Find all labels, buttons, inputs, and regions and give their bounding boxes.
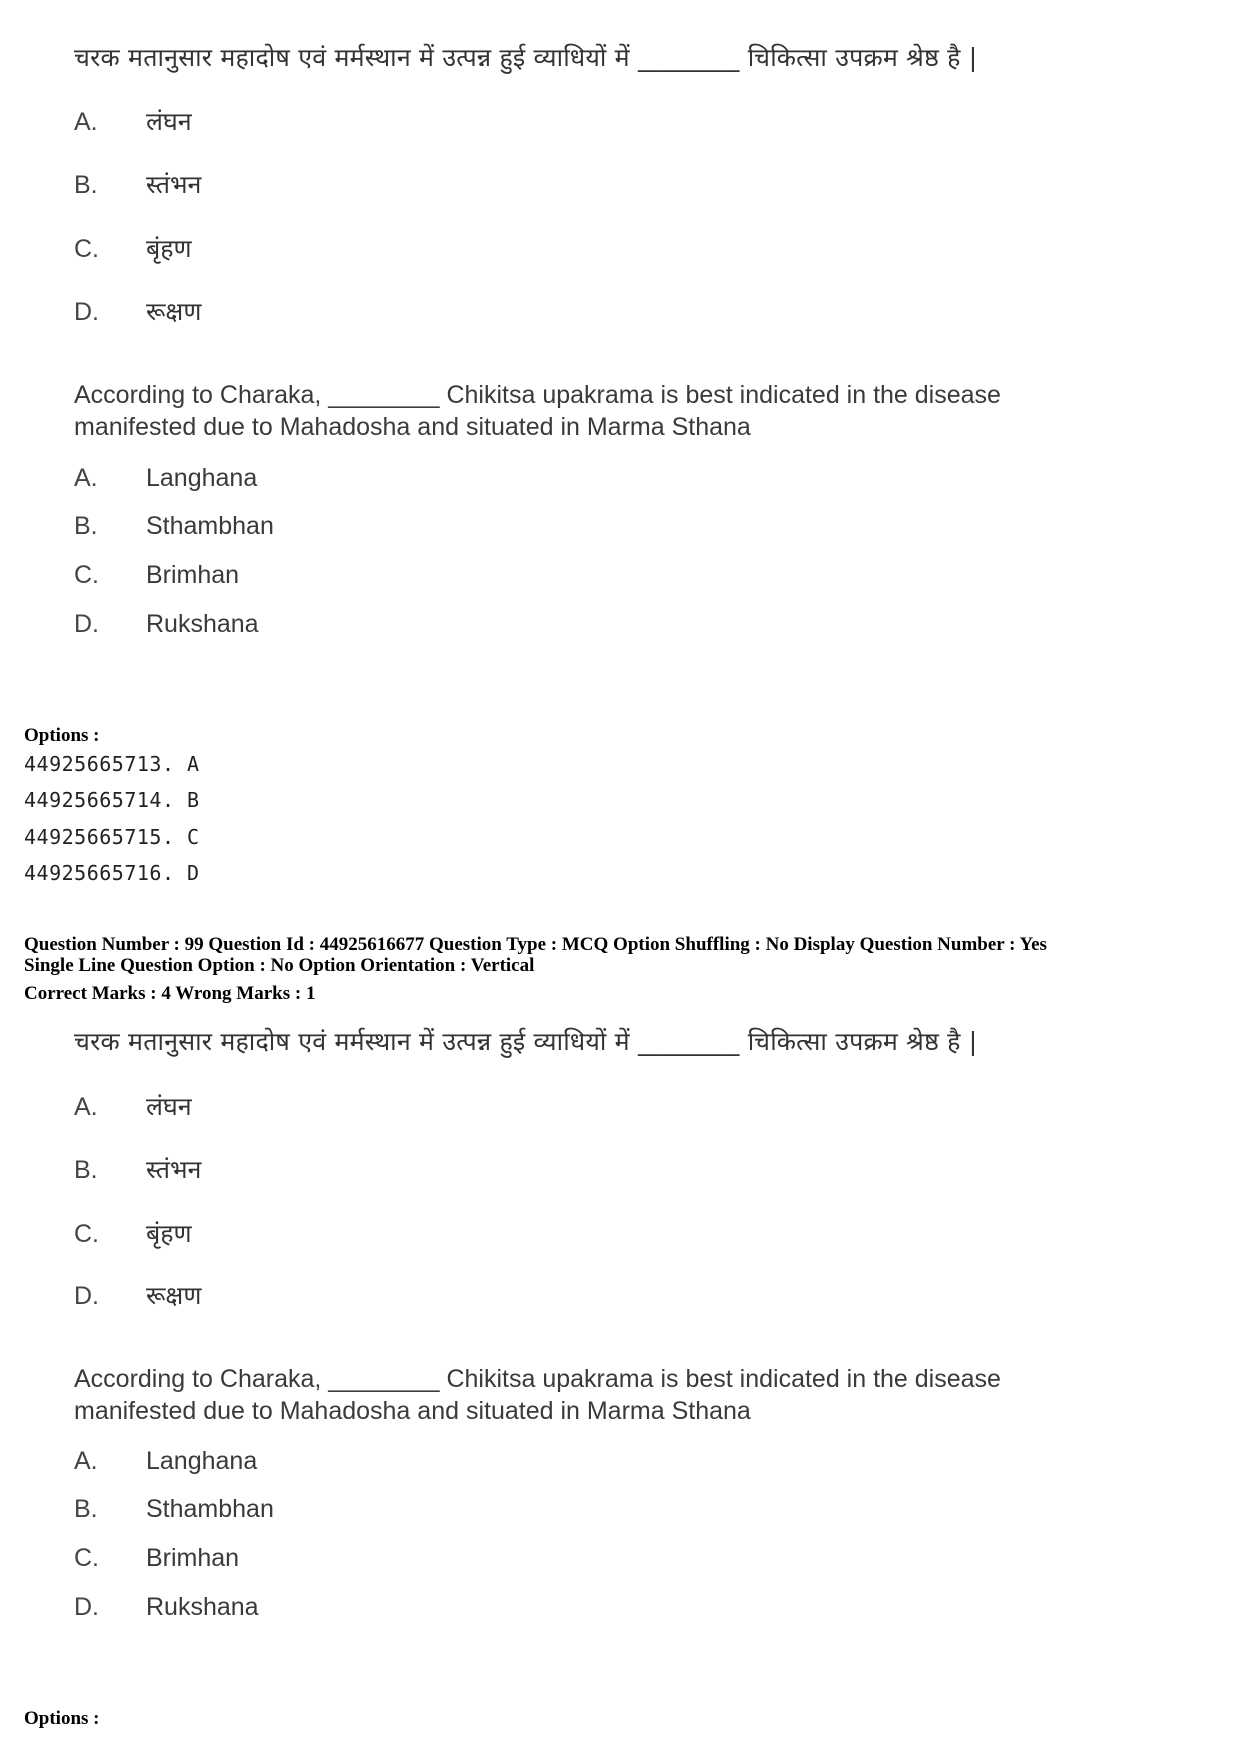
hindi-option-a: लंघन	[146, 1092, 192, 1121]
option-letter-a: A.	[74, 1093, 98, 1121]
hindi-option-d: रूक्षण	[146, 1281, 202, 1310]
option-letter-a: A.	[74, 464, 98, 492]
hindi-option-b: स्तंभन	[146, 170, 202, 199]
english-option-c: Brimhan	[146, 561, 240, 589]
english-option-c: Brimhan	[146, 1544, 240, 1572]
option-id-d: 44925665716. D	[24, 861, 200, 885]
hindi-question: चरक मतानुसार महादोष एवं मर्मस्थान में उत्पन्न हुई व्याधियों में ________ चिकित्सा उपक्रम श्रेष्ठ है |	[74, 43, 978, 72]
option-letter-b: B.	[74, 1495, 98, 1523]
question-meta-line-1: Question Number : 99 Question Id : 44925616677 Question Type : MCQ Option Shuffling : No Display Question Number : Yes	[24, 934, 1047, 955]
english-option-a: Langhana	[146, 464, 258, 492]
option-id-c: 44925665715. C	[24, 825, 200, 849]
english-option-b: Sthambhan	[146, 1495, 274, 1523]
question-meta-line-2: Single Line Question Option : No Option Orientation : Vertical	[24, 955, 535, 976]
options-label: Options :	[24, 1708, 100, 1729]
hindi-option-a: लंघन	[146, 107, 192, 136]
hindi-option-c: बृंहण	[146, 234, 192, 263]
question-marks: Correct Marks : 4 Wrong Marks : 1	[24, 983, 316, 1004]
option-letter-b: B.	[74, 512, 98, 540]
english-question-line-2: manifested due to Mahadosha and situated in Marma Sthana	[74, 1397, 751, 1425]
option-letter-b: B.	[74, 171, 98, 199]
english-question-line-1: According to Charaka, ________ Chikitsa upakrama is best indicated in the disease	[74, 1365, 1001, 1393]
hindi-question: चरक मतानुसार महादोष एवं मर्मस्थान में उत्पन्न हुई व्याधियों में ________ चिकित्सा उपक्रम श्रेष्ठ है |	[74, 1027, 978, 1056]
english-option-a: Langhana	[146, 1447, 258, 1475]
options-label: Options :	[24, 725, 100, 746]
option-letter-c: C.	[74, 1220, 99, 1248]
english-option-d: Rukshana	[146, 610, 259, 638]
english-question	[74, 379, 1074, 443]
option-letter-d: D.	[74, 1282, 99, 1310]
option-letter-c: C.	[74, 561, 99, 589]
option-letter-c: C.	[74, 235, 99, 263]
english-option-d: Rukshana	[146, 1593, 259, 1621]
english-question-line-1: According to Charaka, ________ Chikitsa upakrama is best indicated in the disease	[74, 381, 1001, 409]
option-letter-d: D.	[74, 1593, 99, 1621]
option-letter-c: C.	[74, 1544, 99, 1572]
option-id-a: 44925665713. A	[24, 752, 200, 776]
hindi-option-d: रूक्षण	[146, 297, 202, 326]
english-question	[74, 1363, 1074, 1427]
option-id-b: 44925665714. B	[24, 788, 200, 812]
option-letter-d: D.	[74, 610, 99, 638]
english-question-line-2: manifested due to Mahadosha and situated in Marma Sthana	[74, 413, 751, 441]
hindi-option-b: स्तंभन	[146, 1155, 202, 1184]
option-letter-a: A.	[74, 108, 98, 136]
english-option-b: Sthambhan	[146, 512, 274, 540]
option-letter-b: B.	[74, 1156, 98, 1184]
option-letter-a: A.	[74, 1447, 98, 1475]
option-letter-d: D.	[74, 298, 99, 326]
hindi-option-c: बृंहण	[146, 1219, 192, 1248]
